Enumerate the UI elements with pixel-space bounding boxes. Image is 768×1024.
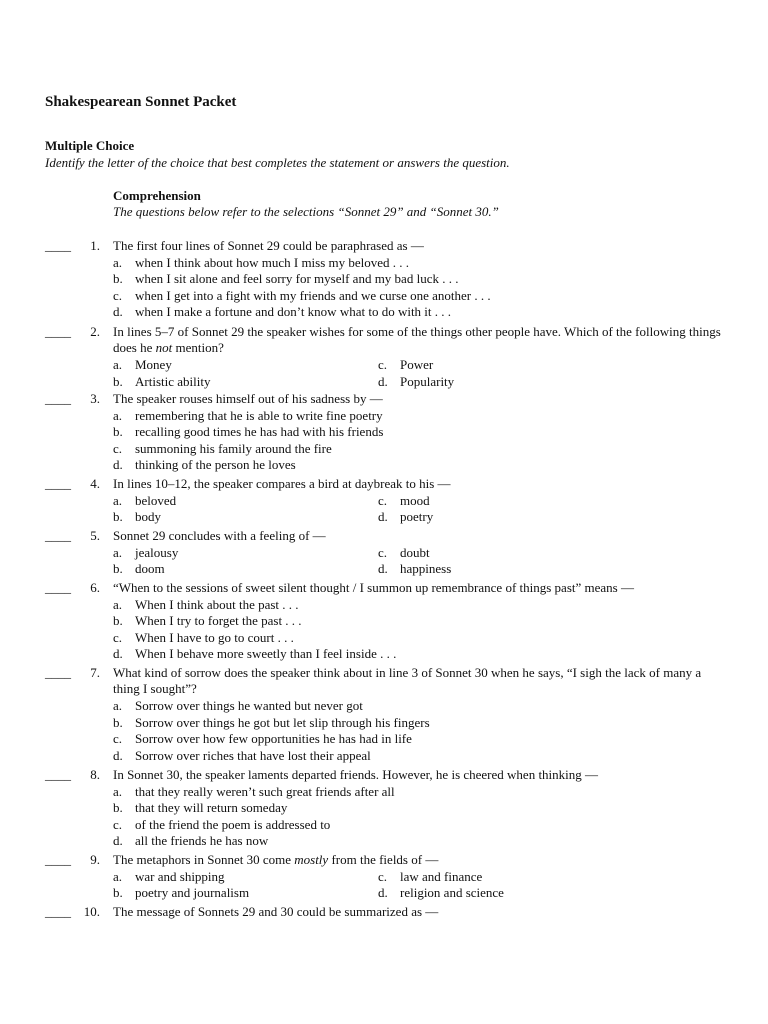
document-page: Shakespearean Sonnet Packet Multiple Choice Identify the letter of the choice that best completes the statement or answers the question. Comprehension The questions below refer to the selections “Sonnet 29” and “Sonnet 30.” ____ 1. The first four lines of Sonnet 29 could be paraphrased as — a. when I think about how much I miss my beloved . . . b. when I sit alone and feel sorry for myself and my bad luck . . . c. when I get into a fight with my friends and we curse one another . . . d. when I make a fortune and don’t know what to do with it . . . ____ 2. In lines 5–7 of Sonnet 29 the speaker wishes for some of the things other people have. Which of the following things does he not mention? a. Money b. Artistic ability c. Power d. Popularity ____ 3. The speaker rouses himself out of his sadness by — a. remembering that he is able to write fine poetry b. recalling good times he has had with his friends c. summoning his family around the fire d. thinking of the person he loves ____ 4. In lines 10–12, the speaker compares a bird at daybreak to his — a. beloved b. body c. mood d. poetry ____ 5. Sonnet 29 concludes with a feeling of — a. jealousy b. doom c. doubt d. happiness ____ 6. “When to the sessions of sweet silent thought / I summon up remembrance of things past” means — a. When I think about the past . . . b. When I try to forget the past . . . c. When I have to go to court . . . d. When I behave more sweetly than I feel inside . . . ____ 7. What kind of sorrow does the speaker think about in line 3 of Sonnet 30 when he says, “I sigh the lack of many a thing I sought”? a. Sorrow over things he wanted but never got b. Sorrow over things he got but let slip through his fingers c. Sorrow over how few opportunities he has had in life d. Sorrow over riches that have lost their appeal ____ 8. In Sonnet 30, the speaker laments departed friends. However, he is cheered when thinking — a. that they really weren’t such great friends after all b. that they will return someday c. of the friend the poem is addressed to d. all the friends he has now ____ 9. The metaphors in Sonnet 30 come mostly from the fields of — a. war and shipping b. poetry and journalism c. law and finance d. religion and science ____ 10. The message of Sonnets 29 and 30 could be summarized as —: [0, 0, 768, 1024]
question-stem: What kind of sorrow does the speaker think about in line 3 of Sonnet 30 when he says, “I sigh the lack of many a thing I sought”?: [113, 665, 702, 697]
answer-blank[interactable]: ____: [45, 391, 71, 406]
question-number: 1.: [90, 238, 100, 253]
subsection-heading: Comprehension: [113, 188, 201, 203]
question-number: 8.: [90, 767, 100, 782]
question-number: 2.: [90, 324, 100, 339]
question-stem: In lines 10–12, the speaker compares a bird at daybreak to his —: [113, 476, 451, 491]
answer-blank[interactable]: ____: [45, 767, 71, 782]
question-number: 9.: [90, 852, 100, 867]
question-stem: The metaphors in Sonnet 30 come mostly from the fields of —: [113, 852, 439, 867]
question-number: 6.: [90, 580, 100, 595]
question-stem: The first four lines of Sonnet 29 could be paraphrased as —: [113, 238, 424, 253]
question-stem: “When to the sessions of sweet silent thought / I summon up remembrance of things past” means —: [113, 580, 634, 595]
answer-blank[interactable]: ____: [45, 238, 71, 253]
answer-blank[interactable]: ____: [45, 476, 71, 491]
question-number: 3.: [90, 391, 100, 406]
answer-blank[interactable]: ____: [45, 528, 71, 543]
question-number: 7.: [90, 665, 100, 680]
question-number: 4.: [90, 476, 100, 491]
question-number: 10.: [83, 904, 100, 919]
answer-blank[interactable]: ____: [45, 580, 71, 595]
answer-blank[interactable]: ____: [45, 665, 71, 680]
answer-blank[interactable]: ____: [45, 324, 71, 339]
page-title: Shakespearean Sonnet Packet: [45, 94, 237, 110]
section-instructions: Identify the letter of the choice that best completes the statement or answers the question.: [45, 155, 510, 170]
answer-blank[interactable]: ____: [45, 904, 71, 919]
question-number: 5.: [90, 528, 100, 543]
question-stem: The speaker rouses himself out of his sadness by —: [113, 391, 383, 406]
subsection-instructions: The questions below refer to the selections “Sonnet 29” and “Sonnet 30.”: [113, 204, 499, 219]
section-heading: Multiple Choice: [45, 138, 135, 153]
question-stem: Sonnet 29 concludes with a feeling of —: [113, 528, 326, 543]
answer-blank[interactable]: ____: [45, 852, 71, 867]
question-stem: The message of Sonnets 29 and 30 could be summarized as —: [113, 904, 439, 919]
question-stem: In Sonnet 30, the speaker laments departed friends. However, he is cheered when thinking —: [113, 767, 599, 782]
question-stem: In lines 5–7 of Sonnet 29 the speaker wishes for some of the things other people have. Which of the following things does he not mention?: [113, 324, 721, 356]
